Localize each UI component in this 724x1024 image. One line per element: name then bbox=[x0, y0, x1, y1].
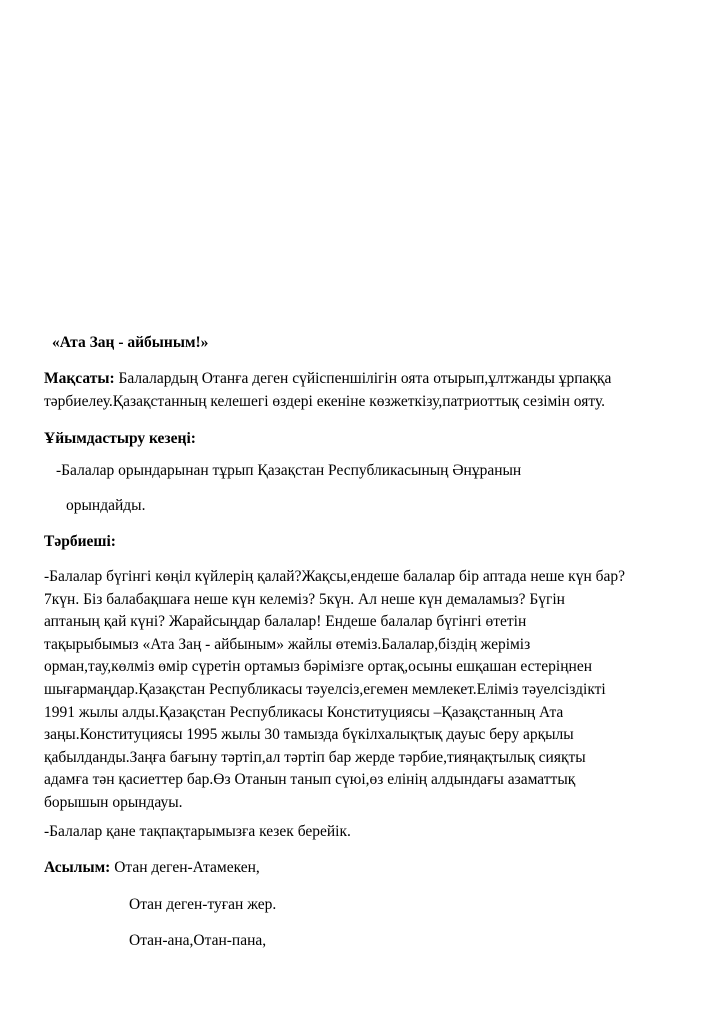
poem-first-line bbox=[44, 856, 694, 879]
teacher-text-line: адамға тән қасиеттер бар.Өз Отанын танып сүюі,өз елінің алдындағы азаматтық bbox=[44, 771, 576, 789]
teacher-text-line: 1991 жылы алды.Қазақстан Республикасы Конституциясы –Қазақстанның Ата bbox=[44, 703, 564, 721]
poem-line: Отан деген-Атамекен, bbox=[114, 859, 260, 876]
teacher-heading: Тәрбиеші: bbox=[44, 533, 116, 550]
goal-text-line: Балалардың Отанға деген сүйіспеншілігін оята отырып,ұлтжанды ұрпаққа bbox=[118, 370, 612, 387]
goal-section bbox=[44, 367, 694, 413]
teacher-text-line: аптаның қай күні? Жарайсыңдар балалар! Ендеше балалар бүгінгі өтетін bbox=[44, 613, 527, 631]
goal-text-line: тәрбиелеу.Қазақстанның келешегі өздері екеніне көзжеткізу,патриоттық сезімін ояту. bbox=[44, 393, 606, 410]
goal-label: Мақсаты: bbox=[44, 370, 115, 387]
teacher-text-line: шығармаңдар.Қазақстан Республикасы тәуелсіз,егемен мемлекет.Еліміз тәуелсіздікті bbox=[44, 680, 606, 698]
organization-text-line: орындайды. bbox=[66, 497, 146, 514]
poem-label: Асылым: bbox=[44, 859, 111, 876]
poem-line: Отан деген-туған жер. bbox=[129, 896, 277, 913]
teacher-text-line: борышын орындауы. bbox=[44, 793, 183, 811]
teacher-text-line: 7күн. Біз балабақшаға неше күн келеміз? 5күн. Ал неше күн демаламыз? Бүгін bbox=[44, 590, 565, 608]
teacher-closing: -Балалар қане тақпақтарымызға кезек берейік. bbox=[44, 823, 351, 840]
organization-heading: Ұйымдастыру кезеңі: bbox=[44, 430, 196, 447]
teacher-text-line: тақырыбымыз «Ата Заң - айбыным» жайлы өтеміз.Балалар,біздің жеріміз bbox=[44, 635, 531, 653]
teacher-text-line: заңы.Конституциясы 1995 жылы 30 тамызда бүкілхалықтық дауыс беру арқылы bbox=[44, 726, 574, 744]
teacher-text-line: -Балалар бүгінгі көңіл күйлерің қалай?Жақсы,ендеше балалар бір аптада неше күн бар? bbox=[44, 568, 626, 585]
organization-text-line: -Балалар орындарынан тұрып Қазақстан Республикасының Әнұранын bbox=[56, 462, 522, 479]
document-title: «Ата Заң - айбыным!» bbox=[52, 334, 209, 351]
teacher-text-line: орман,тау,көлміз өмір сүретін ортамыз бәрімізге ортақ,осыны ешқашан естеріңнен bbox=[44, 658, 592, 676]
poem-line: Отан-ана,Отан-пана, bbox=[129, 932, 267, 949]
teacher-speech bbox=[44, 566, 694, 815]
teacher-text-line: қабылданды.Заңға бағыну тәртіп,ал тәртіп бар жерде тәрбие,тияңақтылық сияқты bbox=[44, 748, 586, 766]
